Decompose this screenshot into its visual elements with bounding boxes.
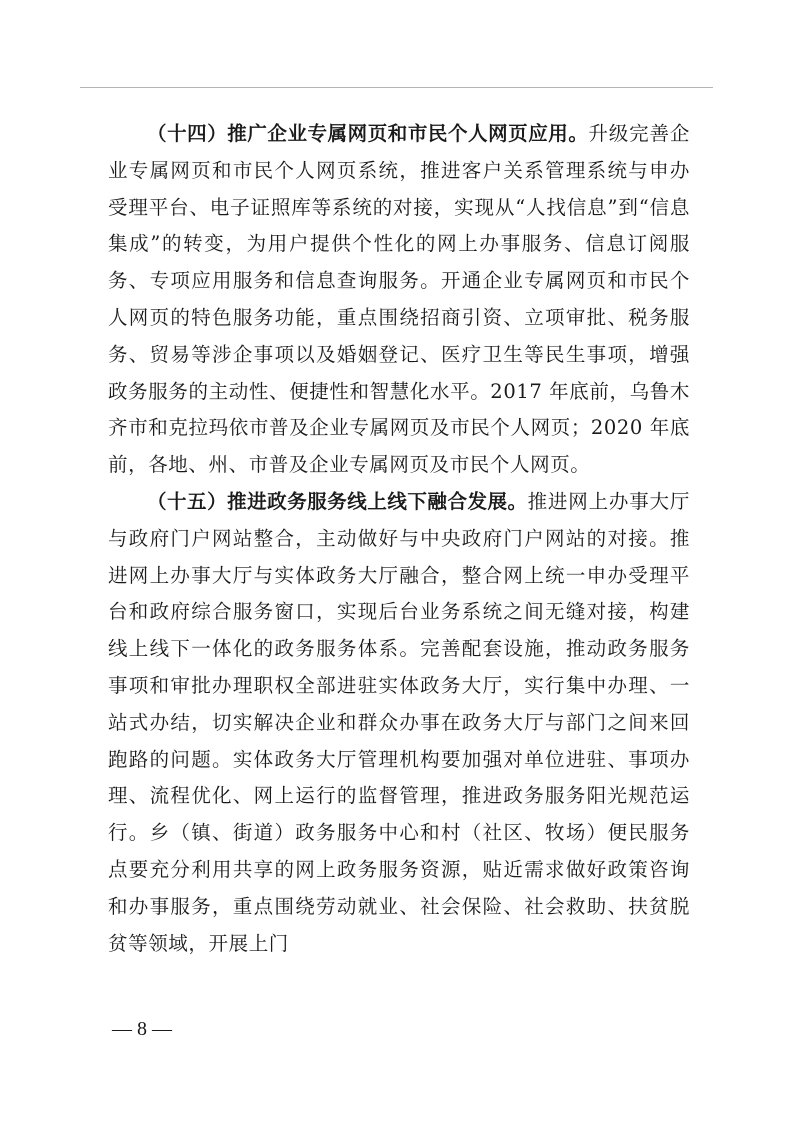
top-divider xyxy=(80,87,713,88)
paragraph-15-text: 推进网上办事大厅与政府门户网站整合，主动做好与中央政府门户网站的对接。推进网上办事大厅与实体政务大厅融合，整合网上统一申办受理平台和政府综合服务窗口，实现后台业务系统之间无缝对接，构建线上线下一体化的政务服务体系。完善配套设施，推动政务服务事项和审批办理职权全部进驻实体政务大厅，实行集中办理、一站式办结，切实解决企业和群众办事在政务大厅与部门之间来回跑路的问题。实体政务大厅管理机构要加强对单位进驻、事项办理、流程优化、网上运行的监督管理，推进政务服务阳光规范运行。乡（镇、街道）政务服务中心和村（社区、牧场）便民服务点要充分利用共享的网上政务服务资源，贴近需求做好政策咨询和办事服务，重点围绕劳动就业、社会保险、社会救助、扶贫脱贫等领域，开展上门 xyxy=(108,489,690,955)
paragraph-14-text: 升级完善企业专属网页和市民个人网页系统，推进客户关系管理系统与申办受理平台、电子证照库等系统的对接，实现从“人找信息”到“信息集成”的转变，为用户提供个性化的网上办事服务、信息订阅服务、专项应用服务和信息查询服务。开通企业专属网页和市民个人网页的特色服务功能，重点围绕招商引资、立项审批、税务服务、贸易等涉企事项以及婚姻登记、医疗卫生等民生事项，增强政务服务的主动性、便捷性和智慧化水平。2017 年底前，乌鲁木齐市和克拉玛依市普及企业专属网页及市民个人网页；2020 年底前，各地、州、市普及企业专属网页及市民个人网页。 xyxy=(108,122,690,477)
page-number: — 8 — xyxy=(112,1018,172,1040)
paragraph-14 xyxy=(108,116,690,484)
section-heading-15: （十五）推进政务服务线上线下融合发展。 xyxy=(147,489,528,513)
section-heading-14: （十四）推广企业专属网页和市民个人网页应用。 xyxy=(147,122,589,145)
document-body xyxy=(108,116,690,962)
paragraph-15 xyxy=(108,484,690,962)
